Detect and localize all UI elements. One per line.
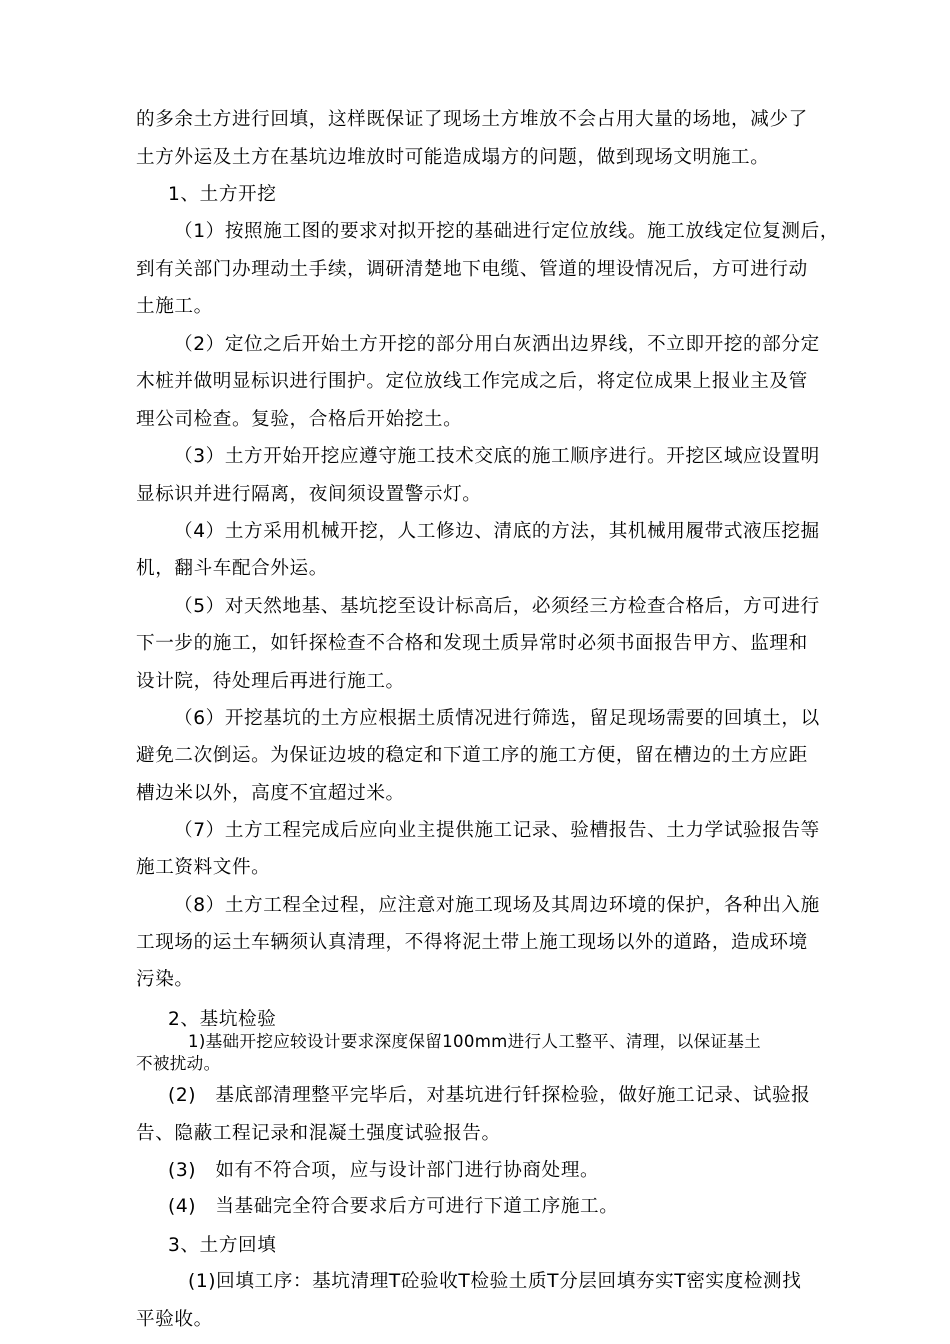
text-line: 木桩并做明显标识进行围护。定位放线工作完成之后，将定位成果上报业主及管 — [136, 371, 808, 392]
text-line: （6）开挖基坑的土方应根据土质情况进行筛选，留足现场需要的回填土，以 — [174, 708, 820, 729]
text-line: 槽边米以外，高度不宜超过米。 — [136, 783, 405, 804]
section-heading: 1、土方开挖 — [168, 184, 277, 205]
text-line: 告、隐蔽工程记录和混凝土强度试验报告。 — [136, 1123, 501, 1144]
text-line: (4) 当基础完全符合要求后方可进行下道工序施工。 — [168, 1196, 619, 1217]
text-line: 1)基础开挖应较设计要求深度保留100mm进行人工整平、清理，以保证基土 — [188, 1032, 762, 1051]
text-line: （5）对天然地基、基坑挖至设计标高后，必须经三方检查合格后，方可进行 — [174, 596, 820, 617]
text-line: 设计院，待处理后再进行施工。 — [136, 671, 405, 692]
text-line: (3) 如有不符合项，应与设计部门进行协商处理。 — [168, 1160, 600, 1181]
section-heading: 3、土方回填 — [168, 1235, 277, 1256]
text-line: （3）土方开始开挖应遵守施工技术交底的施工顺序进行。开挖区域应设置明 — [174, 446, 820, 467]
text-line: 的多余土方进行回填，这样既保证了现场土方堆放不会占用大量的场地，减少了 — [136, 109, 808, 130]
text-line: 显标识并进行隔离，夜间须设置警示灯。 — [136, 484, 482, 505]
text-line: 不被扰动。 — [136, 1054, 221, 1073]
text-line: 土施工。 — [136, 296, 213, 317]
text-line: （4）土方采用机械开挖，人工修边、清底的方法，其机械用履带式液压挖掘 — [174, 521, 820, 542]
text-line: （2）定位之后开始土方开挖的部分用白灰洒出边界线，不立即开挖的部分定 — [174, 334, 820, 355]
text-line: (2) 基底部清理整平完毕后，对基坑进行钎探检验，做好施工记录、试验报 — [168, 1085, 811, 1106]
text-line: 避免二次倒运。为保证边坡的稳定和下道工序的施工方便，留在槽边的土方应距 — [136, 745, 808, 766]
text-line: 理公司检查。复验，合格后开始挖土。 — [136, 409, 463, 430]
section-heading: 2、基坑检验 — [168, 1009, 277, 1030]
text-line: 平验收。 — [136, 1309, 213, 1330]
text-line: 土方外运及土方在基坑边堆放时可能造成塌方的问题，做到现场文明施工。 — [136, 147, 770, 168]
text-line: （1）按照施工图的要求对拟开挖的基础进行定位放线。施工放线定位复测后， — [174, 221, 840, 242]
text-line: 机，翻斗车配合外运。 — [136, 558, 328, 579]
text-line: 下一步的施工，如钎探检查不合格和发现土质异常时必须书面报告甲方、监理和 — [136, 633, 808, 654]
text-line: 污染。 — [136, 969, 194, 990]
text-line: 工现场的运土车辆须认真清理，不得将泥土带上施工现场以外的道路，造成环境 — [136, 932, 808, 953]
text-line: 施工资料文件。 — [136, 857, 271, 878]
text-line: （7）土方工程完成后应向业主提供施工记录、验槽报告、土力学试验报告等 — [174, 820, 820, 841]
text-line: (1)回填工序：基坑清理T砼验收T检验土质T分层回填夯实T密实度检测找 — [188, 1271, 802, 1292]
text-line: （8）土方工程全过程，应注意对施工现场及其周边环境的保护，各种出入施 — [174, 895, 820, 916]
text-line: 到有关部门办理动土手续，调研清楚地下电缆、管道的埋设情况后，方可进行动 — [136, 259, 808, 280]
